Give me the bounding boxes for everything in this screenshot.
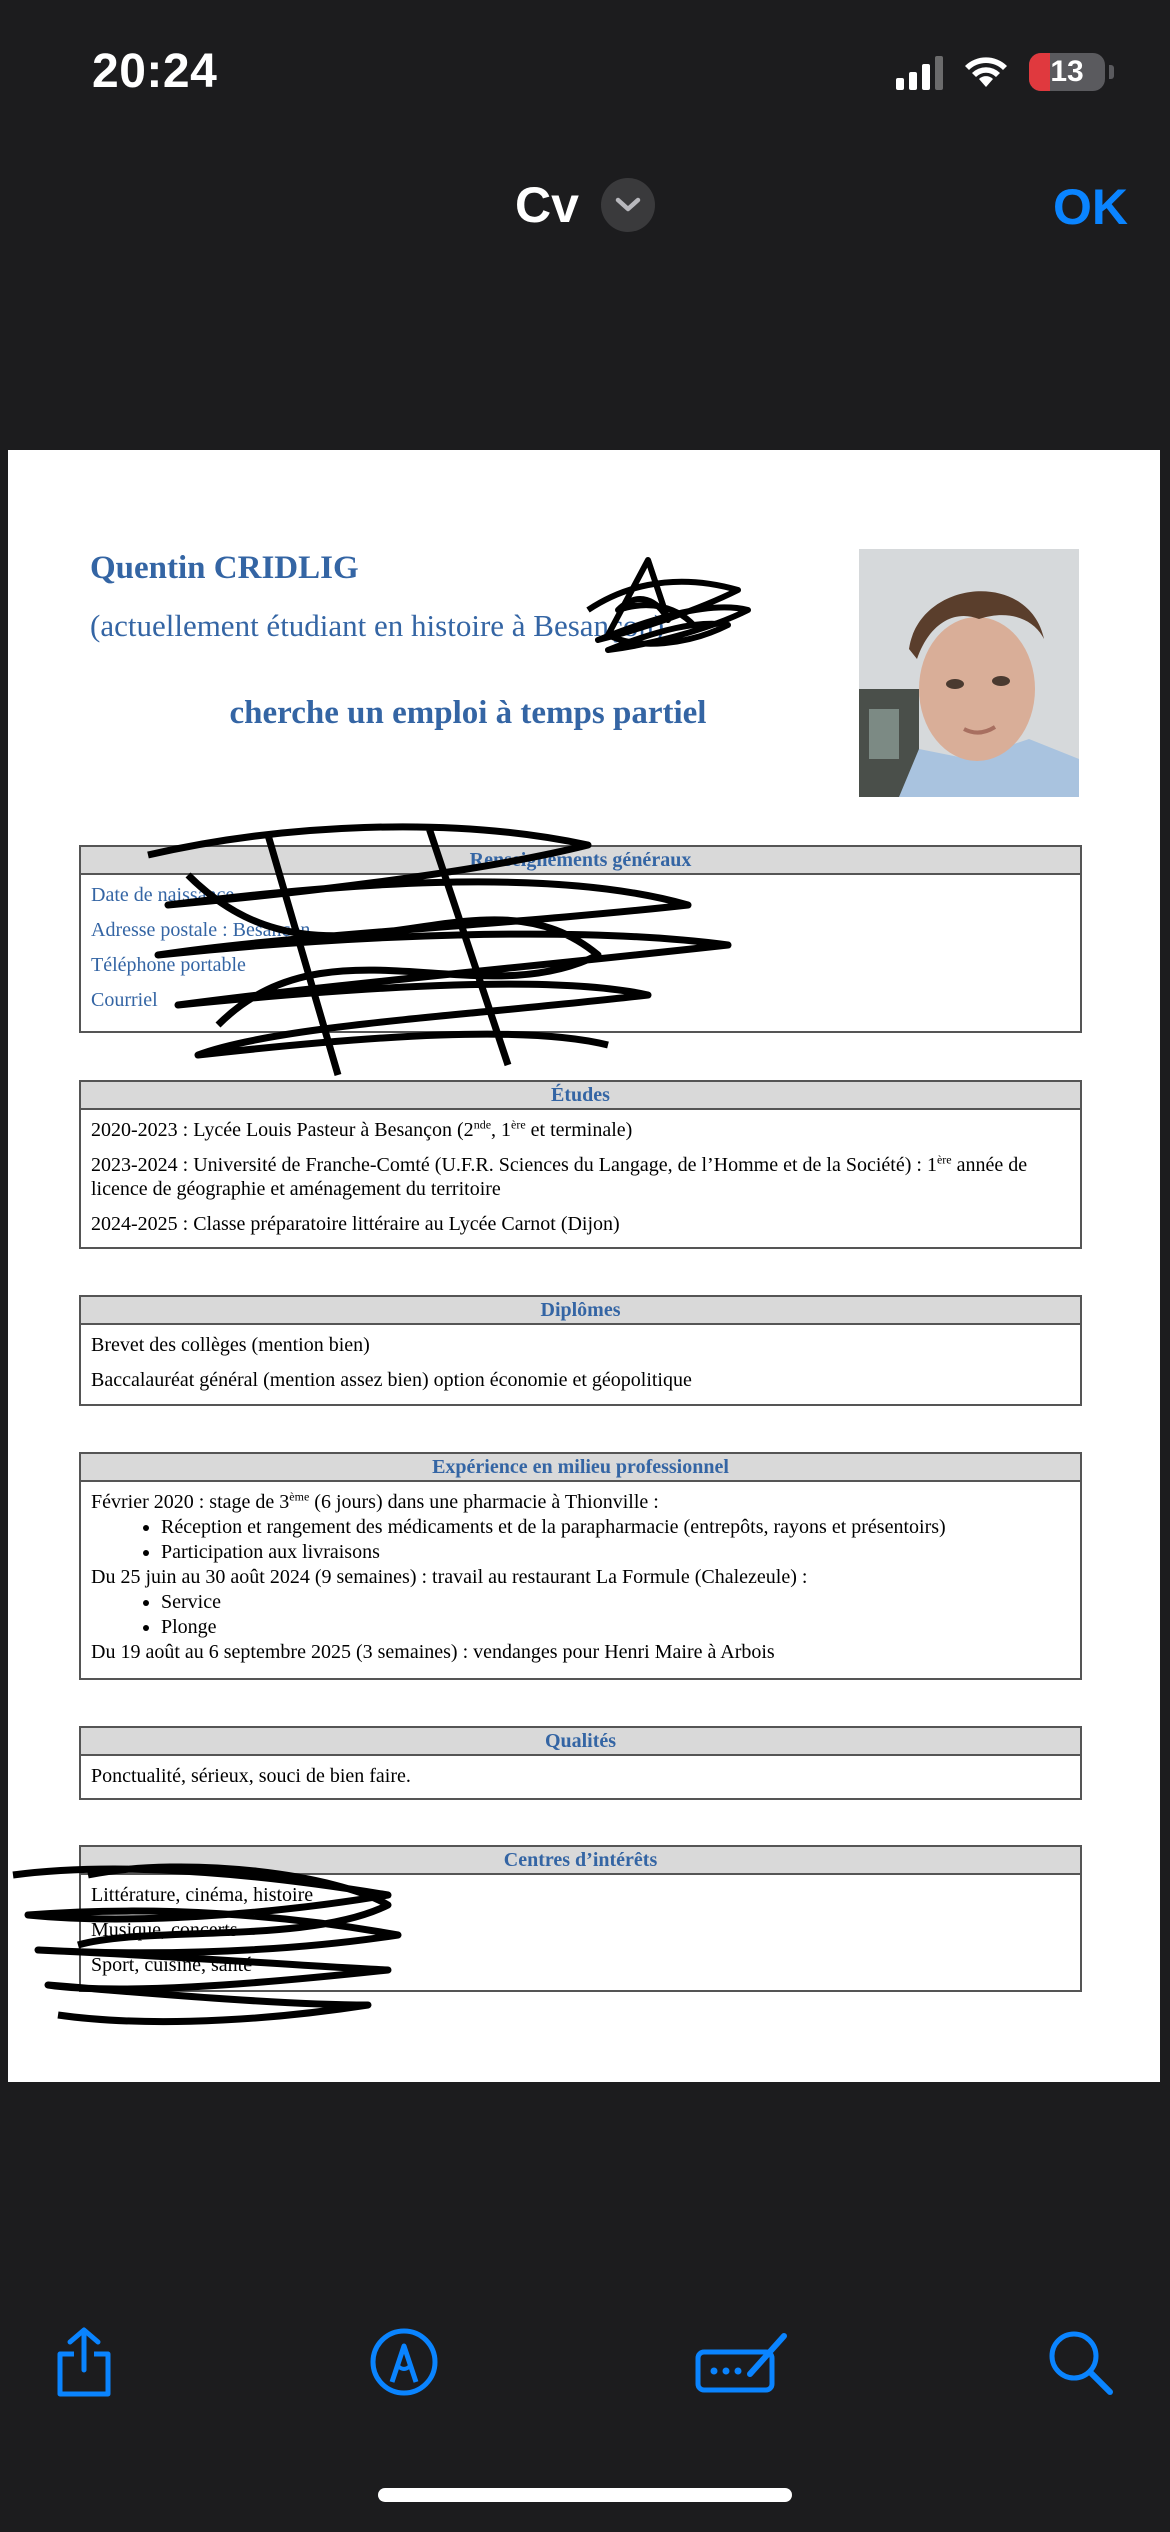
- study-item: 2023-2024 : Université de Franche-Comté (U.F.R. Sciences du Langage, de l’Homme et de la Société) : 1ère année de licence de géographie et aménagement du territoire: [91, 1152, 1028, 1200]
- status-icons: [896, 50, 1114, 94]
- battery-icon: [1029, 53, 1105, 91]
- task-item: • Service: [161, 1590, 1070, 1615]
- cellular-signal-icon: [896, 54, 943, 90]
- cv-subtitle: (actuellement étudiant en histoire à Besançon): [90, 608, 665, 643]
- qualities-text: Ponctualité, sérieux, souci de bien faire.: [91, 1765, 411, 1787]
- cv-name: Quentin CRIDLIG: [90, 550, 359, 586]
- document-page[interactable]: [8, 450, 1160, 2082]
- profile-photo: [859, 549, 1079, 797]
- document-title-menu[interactable]: [0, 176, 1170, 234]
- signature-icon: [692, 2326, 792, 2398]
- section-interests: [79, 1845, 1082, 1992]
- section-experience: [79, 1452, 1082, 1680]
- birth-date-line: Date de naissance: [91, 884, 235, 906]
- task-item: • Réception et rangement des médicaments et de la parapharmacie (entrepôts, rayons et présentoirs): [161, 1515, 1070, 1540]
- section-studies: [79, 1080, 1082, 1249]
- status-time: 20:24: [92, 45, 218, 98]
- section-diplomas: [79, 1295, 1082, 1406]
- address-line: Adresse postale : Besançon: [91, 919, 311, 941]
- wifi-icon: [963, 54, 1009, 90]
- search-icon: [1044, 2326, 1116, 2398]
- signature-button[interactable]: [692, 2322, 792, 2402]
- section-general-info: [79, 845, 1082, 1033]
- interest-item: Musique, concerts: [91, 1919, 238, 1941]
- section-title: Centres d’intérêts: [81, 1847, 1080, 1875]
- share-button[interactable]: [44, 2322, 124, 2402]
- study-item: 2024-2025 : Classe préparatoire littéraire au Lycée Carnot (Dijon): [91, 1213, 620, 1235]
- section-title: Qualités: [81, 1728, 1080, 1756]
- interest-item: Sport, cuisine, santé: [91, 1954, 253, 1976]
- task-item: • Participation aux livraisons: [161, 1540, 1070, 1565]
- interest-item: Littérature, cinéma, histoire: [91, 1884, 314, 1906]
- phone-line: Téléphone portable: [91, 954, 246, 976]
- diploma-item: Brevet des collèges (mention bien): [91, 1334, 370, 1356]
- section-title: Études: [81, 1082, 1080, 1110]
- markup-button[interactable]: [364, 2322, 444, 2402]
- section-title: Renseignements généraux: [81, 847, 1080, 875]
- share-icon: [52, 2326, 116, 2398]
- battery-level: 13: [1050, 55, 1084, 88]
- study-item: 2020-2023 : Lycée Louis Pasteur à Besançon (2nde, 1ère et terminale): [91, 1117, 633, 1141]
- done-button[interactable]: OK: [1053, 179, 1128, 235]
- experience-item: Février 2020 : stage de 3ème (6 jours) dans une pharmacie à Thionville :: [91, 1489, 659, 1513]
- section-qualities: [79, 1726, 1082, 1800]
- document-title: Cv: [515, 177, 579, 233]
- search-button[interactable]: [1040, 2322, 1120, 2402]
- battery-cap: [1109, 65, 1114, 79]
- diploma-item: Baccalauréat général (mention assez bien) option économie et géopolitique: [91, 1369, 692, 1391]
- section-title: Expérience en milieu professionnel: [81, 1454, 1080, 1482]
- experience-item: Du 25 juin au 30 août 2024 (9 semaines) : travail au restaurant La Formule (Chalezeule) :: [91, 1566, 808, 1588]
- section-title: Diplômes: [81, 1297, 1080, 1325]
- home-indicator[interactable]: [378, 2488, 792, 2502]
- task-item: • Plonge: [161, 1615, 1070, 1640]
- markup-pen-icon: [368, 2326, 440, 2398]
- email-line: Courriel: [91, 989, 158, 1011]
- cv-headline: cherche un emploi à temps partiel: [229, 695, 707, 731]
- chevron-down-icon[interactable]: [601, 178, 655, 232]
- experience-item: Du 19 août au 6 septembre 2025 (3 semaines) : vendanges pour Henri Maire à Arbois: [91, 1641, 775, 1663]
